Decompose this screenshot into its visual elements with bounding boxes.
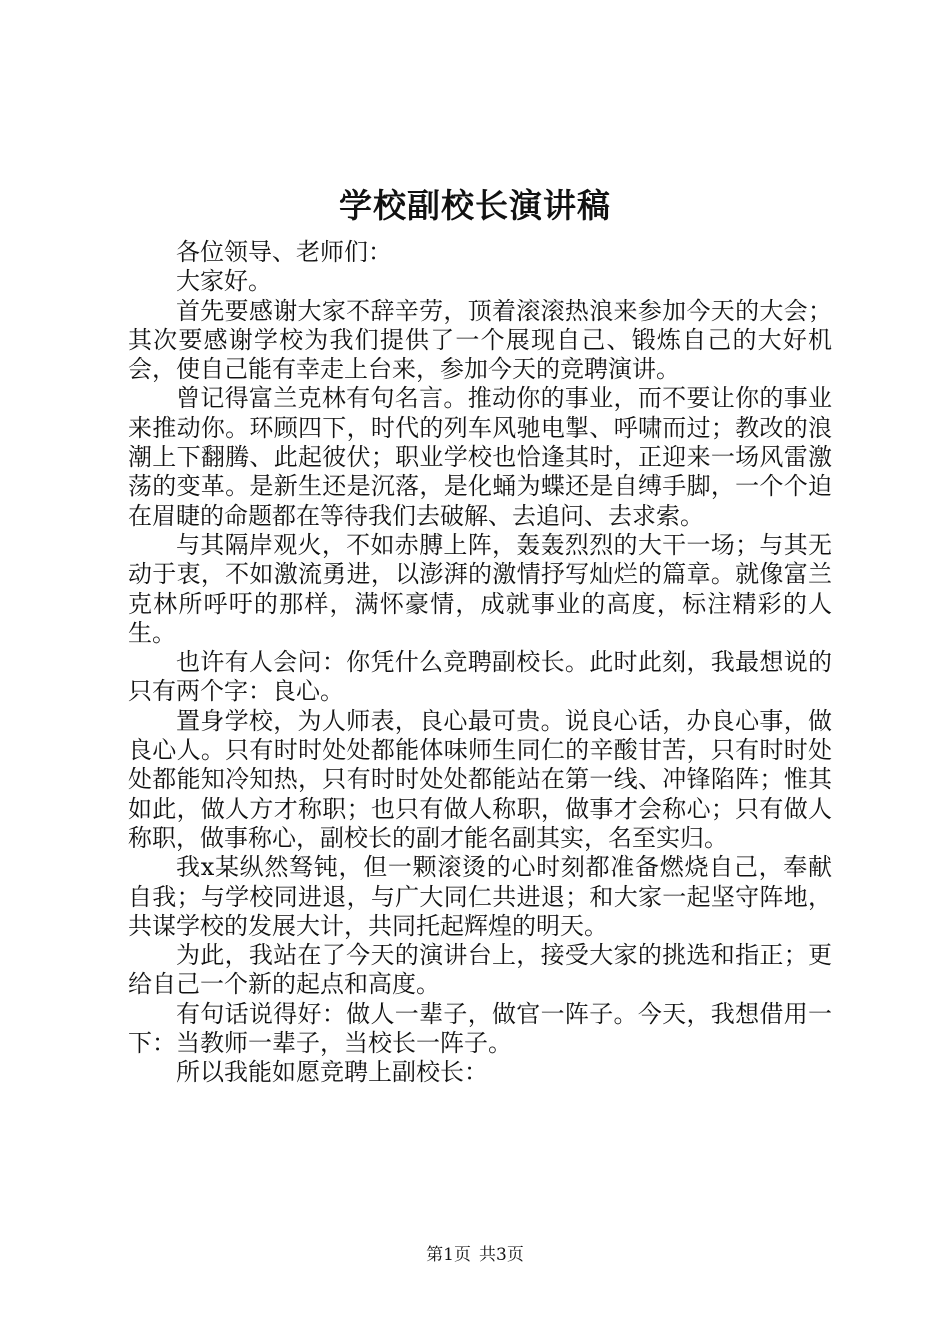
paragraph: 也许有人会问：你凭什么竞聘副校长。此时此刻，我最想说的只有两个字：良心。 xyxy=(128,648,832,706)
paragraph: 首先要感谢大家不辞辛劳，顶着滚滚热浪来参加今天的大会；其次要感谢学校为我们提供了一个展现自己、锻炼自己的大好机会，使自己能有幸走上台来，参加今天的竞聘演讲。 xyxy=(128,296,832,384)
paragraph: 曾记得富兰克林有句名言。推动你的事业，而不要让你的事业来推动你。环顾四下，时代的列车风驰电掣、呼啸而过；教改的浪潮上下翻腾、此起彼伏；职业学校也恰逢其时，正迎来一场风雷激荡的变革。是新生还是沉落，是化蛹为蝶还是自缚手脚，一个个迫在眉睫的命题都在等待我们去破解、去追问、去求索。 xyxy=(128,384,832,530)
paragraph-salutation: 各位领导、老师们： xyxy=(176,238,392,266)
paragraph: 我x某纵然驽钝，但一颗滚烫的心时刻都准备燃烧自己，奉献自我；与学校同进退，与广大同仁共进退；和大家一起坚守阵地，共谋学校的发展大计，共同托起辉煌的明天。 xyxy=(128,853,832,940)
paragraph-greeting: 大家好。 xyxy=(176,267,272,296)
document-body xyxy=(128,238,832,1088)
page-footer xyxy=(0,1243,950,1267)
paragraph: 有句话说得好：做人一辈子，做官一阵子。今天，我想借用一下：当教师一辈子，当校长一阵子。 xyxy=(128,999,832,1058)
page-total: 共3页 xyxy=(479,1245,524,1265)
paragraph: 与其隔岸观火，不如赤膊上阵，轰轰烈烈的大干一场；与其无动于衷，不如激流勇进，以澎湃的激情抒写灿烂的篇章。就像富兰克林所呼吁的那样，满怀豪情，成就事业的高度，标注精彩的人生。 xyxy=(128,530,832,647)
paragraph: 为此，我站在了今天的演讲台上，接受大家的挑选和指正；更给自己一个新的起点和高度。 xyxy=(128,941,832,999)
page-number: 第1页 xyxy=(426,1245,471,1265)
paragraph: 所以我能如愿竞聘上副校长： xyxy=(176,1058,488,1087)
document-title: 学校副校长演讲稿 xyxy=(339,186,611,225)
paragraph: 置身学校，为人师表，良心最可贵。说良心话，办良心事，做良心人。只有时时处处都能体味师生同仁的辛酸甘苦，只有时时处处都能知冷知热，只有时时处处都能站在第一线、冲锋陷阵；惟其如此，做人方才称职；也只有做人称职，做事才会称心；只有做人称职，做事称心，副校长的副才能名副其实，名至实归。 xyxy=(128,706,832,852)
